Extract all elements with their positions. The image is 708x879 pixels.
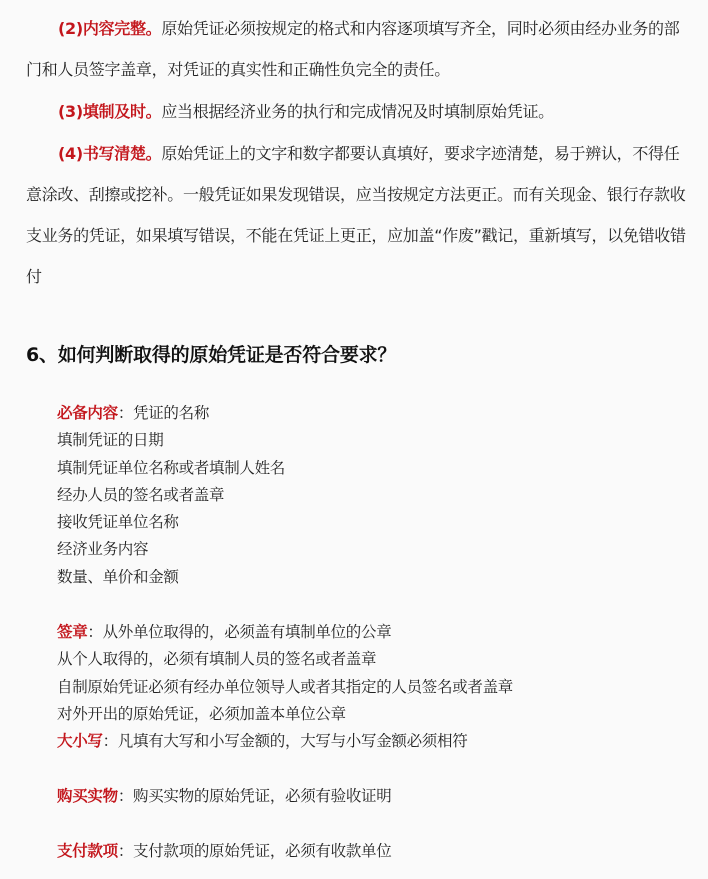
group-label: 必备内容 bbox=[57, 404, 118, 422]
item-text: 原始凭证必须按规定的格式和内容逐项填写齐全，同时必须由经办业务的部门和人员签字盖章，对凭证的真实性和正确性负完全的责任。 bbox=[26, 19, 680, 79]
group-text: ：从外单位取得的，必须盖有填制单位的公章 bbox=[87, 623, 392, 641]
item-label: (4)书写清楚。 bbox=[58, 144, 162, 163]
list-item: 接收凭证单位名称 bbox=[57, 513, 179, 532]
group-label: 大小写 bbox=[57, 732, 103, 751]
paragraph-timely bbox=[26, 91, 686, 132]
group-label: 支付款项 bbox=[57, 842, 118, 860]
item-label: (3)填制及时。 bbox=[58, 102, 162, 121]
list-item: 填制凭证单位名称或者填制人姓名 bbox=[57, 458, 286, 477]
group-purchase bbox=[57, 783, 391, 810]
list-item: 从个人取得的，必须有填制人员的签名或者盖章 bbox=[57, 650, 377, 669]
group-label: 购买实物 bbox=[57, 787, 118, 805]
item-text: 原始凭证上的文字和数字都要认真填好，要求字迹清楚，易于辨认，不得任意涂改、刮擦或挖补。一般凭证如果发现错误，应当按规定方法更正。而有关现金、银行存款收支业务的凭证，如果填写错误，不能在凭证上更正，应加盖“作废”戳记，重新填写，以免错收错付 bbox=[26, 144, 686, 286]
list-item: 数量、单价和金额 bbox=[57, 567, 179, 586]
list-item: 填制凭证的日期 bbox=[57, 431, 164, 450]
item-text: 应当根据经济业务的执行和完成情况及时填制原始凭证。 bbox=[161, 102, 554, 121]
paragraph-content-complete bbox=[26, 8, 686, 90]
paragraph-legible bbox=[26, 133, 686, 297]
group-text: ：购买实物的原始凭证，必须有验收证明 bbox=[117, 787, 392, 805]
list-item: 经办人员的签名或者盖章 bbox=[57, 485, 225, 504]
list-item: 对外开出的原始凭证，必须加盖本单位公章 bbox=[57, 704, 346, 723]
group-label: 签章 bbox=[57, 623, 88, 641]
section-heading: 6、如何判断取得的原始凭证是否符合要求？ bbox=[26, 344, 397, 366]
group-text: ：凡填有大写和小写金额的，大写与小写金额必须相符 bbox=[102, 732, 468, 751]
item-label: (2)内容完整。 bbox=[58, 19, 162, 38]
list-item: 自制原始凭证必须有经办单位领导人或者其指定的人员签名或者盖章 bbox=[57, 677, 514, 696]
group-text: ：凭证的名称 bbox=[117, 404, 210, 422]
group-payment bbox=[57, 838, 391, 865]
group-text: ：支付款项的原始凭证，必须有收款单位 bbox=[117, 842, 392, 860]
group-required-content bbox=[57, 400, 285, 591]
list-item: 经济业务内容 bbox=[57, 540, 149, 559]
group-signature bbox=[57, 619, 513, 755]
